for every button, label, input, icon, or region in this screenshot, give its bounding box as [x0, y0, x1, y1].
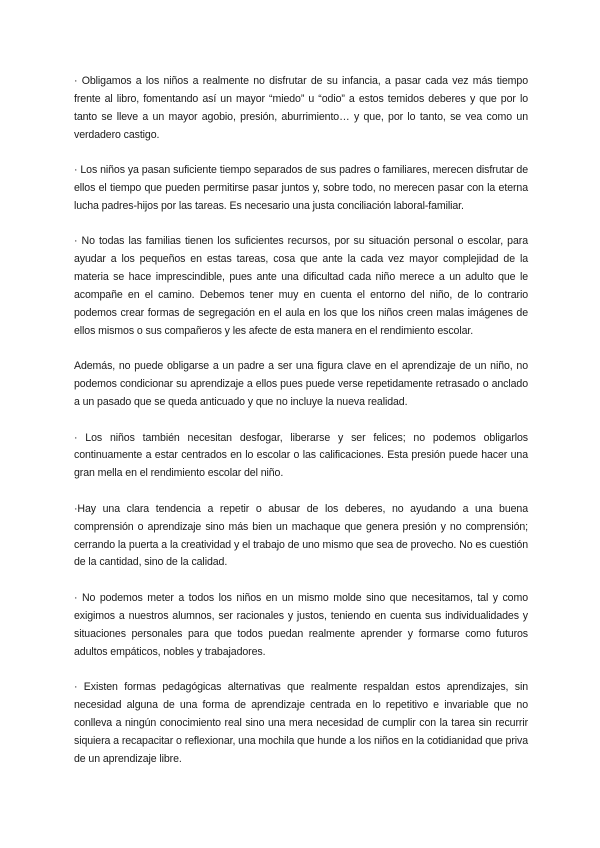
paragraph-6: ·Hay una clara tendencia a repetir o abusar de los deberes, no ayudando a una buena comprensión o aprendizaje sino más bien un machaque que genera presión y no comprensión; cerrando la puerta a la creatividad y el trabajo de uno mismo que sea de provecho. No es cuestión de la cantidad, sino de la calidad. [74, 502, 528, 569]
paragraph-2: · Los niños ya pasan suficiente tiempo separados de sus padres o familiares, merecen disfrutar de ellos el tiempo que pueden permitirse pasar juntos y, sobre todo, no merecen pasar con la eterna lucha padres-hijos por las tareas. Es necesario una justa conciliación laboral-familiar. [74, 164, 528, 212]
paragraph-3: · No todas las familias tienen los suficientes recursos, por su situación personal o escolar, para ayudar a los pequeños en estas tareas, cosa que ante la cada vez mayor complejidad de la materia se hace imprescindible, pues ante una dificultad cada niño merece a un adulto que le acompañe en el camino. Debemos tener muy en cuenta el entorno del niño, de lo contrario podemos crear formas de segregación en el aula en los que los niños creen malas imágenes de ellos mismos o sus compañeros y les afecte de esta manera en el rendimiento escolar. [74, 235, 528, 337]
document-body [74, 73, 528, 786]
paragraph-4: Además, no puede obligarse a un padre a ser una figura clave en el aprendizaje de un niño, no podemos condicionar su aprendizaje a ellos pues puede verse repetidamente retrasado o anclado a un pasado que se queda anticuado y que no incluye la nueva realidad. [74, 360, 528, 409]
paragraph-7: · No podemos meter a todos los niños en un mismo molde sino que necesitamos, tal y como exigimos a nuestros alumnos, ser racionales y justos, teniendo en cuenta sus individualidades y situaciones personales para que todos puedan realmente aprender y formarse como futuros adultos empáticos, nobles y trabajadores. [74, 591, 528, 658]
paragraph-8: · Existen formas pedagógicas alternativas que realmente respaldan estos aprendizajes, sin necesidad alguna de una forma de aprendizaje centrada en lo repetitivo e invariable que no conlleva a ningún conocimiento real sino una mera necesidad de cumplir con la tarea sin recurrir siquiera a recapacitar o reflexionar, una mochila que hunde a los niños en la cotidianidad que priva de un aprendizaje libre. [74, 680, 528, 765]
paragraph-5: · Los niños también necesitan desfogar, liberarse y ser felices; no podemos obligarlos continuamente a estar centrados en lo escolar o las calificaciones. Esta presión puede hacer una gran mella en el rendimiento escolar del niño. [74, 431, 528, 480]
paragraph-1: · Obligamos a los niños a realmente no disfrutar de su infancia, a pasar cada vez más tiempo frente al libro, fomentando así un mayor “miedo” u “odio” a estos temidos deberes y que por lo tanto se lleve a un mayor agobio, presión, aburrimiento… y que, por lo tanto, se vea como un verdadero castigo. [74, 75, 528, 141]
